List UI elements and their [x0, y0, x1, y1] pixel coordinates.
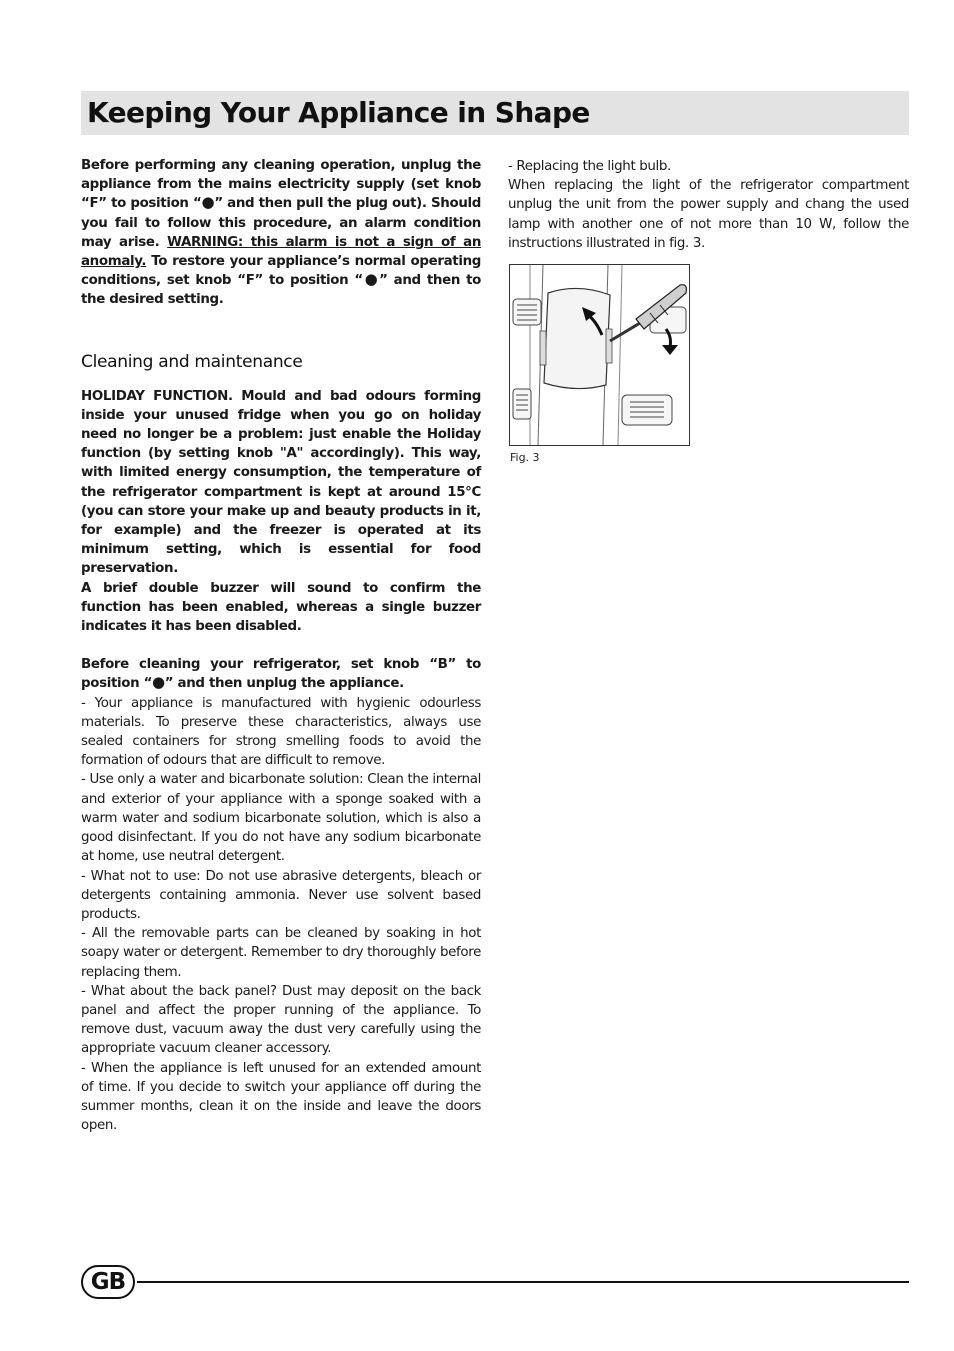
bulb-title: - Replacing the light bulb.	[508, 159, 671, 174]
language-badge: GB	[81, 1265, 135, 1299]
footer-rule	[137, 1281, 909, 1283]
bulb-instructions: When replacing the light of the refrigerator compartment unplug the unit from the power supply and chang the used lamp with another one of not more than 10 W, follow the instructions illustrated in fig. 3.	[508, 178, 909, 251]
position-dot-icon: ●	[362, 270, 380, 289]
list-item: - All the removable parts can be cleaned by soaking in hot soapy water or detergent. Remember to dry thoroughly before replacing them.	[81, 926, 481, 980]
holiday-function-paragraph: HOLIDAY FUNCTION. Mould and bad odours forming inside your unused fridge when you go on holiday need no longer be a problem: just enable the Holiday function (by setting knob "A" accordingly). This way, with limited energy consumption, the temperature of the refrigerator compartment is kept at around 15°C (you can store your make up and beauty products in it, for example) and the freezer is operated at its minimum setting, which is essential for food preservation.	[81, 388, 481, 577]
unplug-warning	[81, 156, 481, 310]
position-dot-icon: ●	[152, 673, 165, 692]
list-item: - What about the back panel? Dust may deposit on the back panel and affect the proper running of the appliance. To remove dust, vacuum away the dust very carefully using the appropriate vacuum cleaner accessory.	[81, 983, 481, 1057]
page-title: Keeping Your Appliance in Shape	[87, 96, 590, 129]
before-cleaning-paragraph	[81, 655, 481, 693]
light-bulb-replacement-drawing	[510, 265, 689, 445]
warning-text-3: To restore your appliance’s normal operating conditions, set knob “F” to position “	[81, 254, 481, 289]
before-cleaning-text-2: ” and then unplug the appliance.	[164, 676, 404, 692]
right-column	[508, 157, 909, 253]
list-item: - Use only a water and bicarbonate solution: Clean the internal and exterior of your appliance with a sponge soaked with a warm water and sodium bicarbonate solution, which is also a good disinfectant. If you do not have any sodium bicarbonate at home, use neutral detergent.	[81, 772, 481, 865]
warning-text-1: Before performing any cleaning operation, unplug the appliance from the mains electricity supply (set knob “F” to position “	[81, 158, 481, 212]
list-item: - Your appliance is manufactured with hygienic odourless materials. To preserve these characteristics, always use sealed containers for strong smelling foods to avoid the formation of odours that are difficult to remove.	[81, 695, 481, 769]
warning-text-2: ” and then pull the plug out). Should you fail to follow this procedure, an alarm condition may arise.	[81, 196, 481, 250]
buzzer-paragraph: A brief double buzzer will sound to confirm the function has been enabled, whereas a single buzzer indicates it has been disabled.	[81, 580, 481, 635]
figure-3-illustration	[509, 264, 690, 446]
warning-text-4: ” and then to the desired setting.	[81, 273, 481, 308]
list-item: - When the appliance is left unused for an extended amount of time. If you decide to switch your appliance off during the summer months, clean it on the inside and leave the doors open.	[81, 1060, 481, 1134]
spacer	[81, 636, 481, 655]
title-bar	[81, 91, 909, 135]
section-heading: Cleaning and maintenance	[81, 351, 303, 372]
left-column	[81, 156, 481, 1135]
before-cleaning-text-1: Before cleaning your refrigerator, set knob “B” to position “	[81, 657, 481, 692]
list-item: - What not to use: Do not use abrasive detergents, bleach or detergents containing ammonia. Never use solvent based products.	[81, 868, 481, 922]
alarm-warning: WARNING: this alarm is not a sign of an anomaly.	[81, 234, 481, 270]
position-dot-icon: ●	[201, 193, 215, 212]
figure-caption: Fig. 3	[510, 451, 540, 464]
